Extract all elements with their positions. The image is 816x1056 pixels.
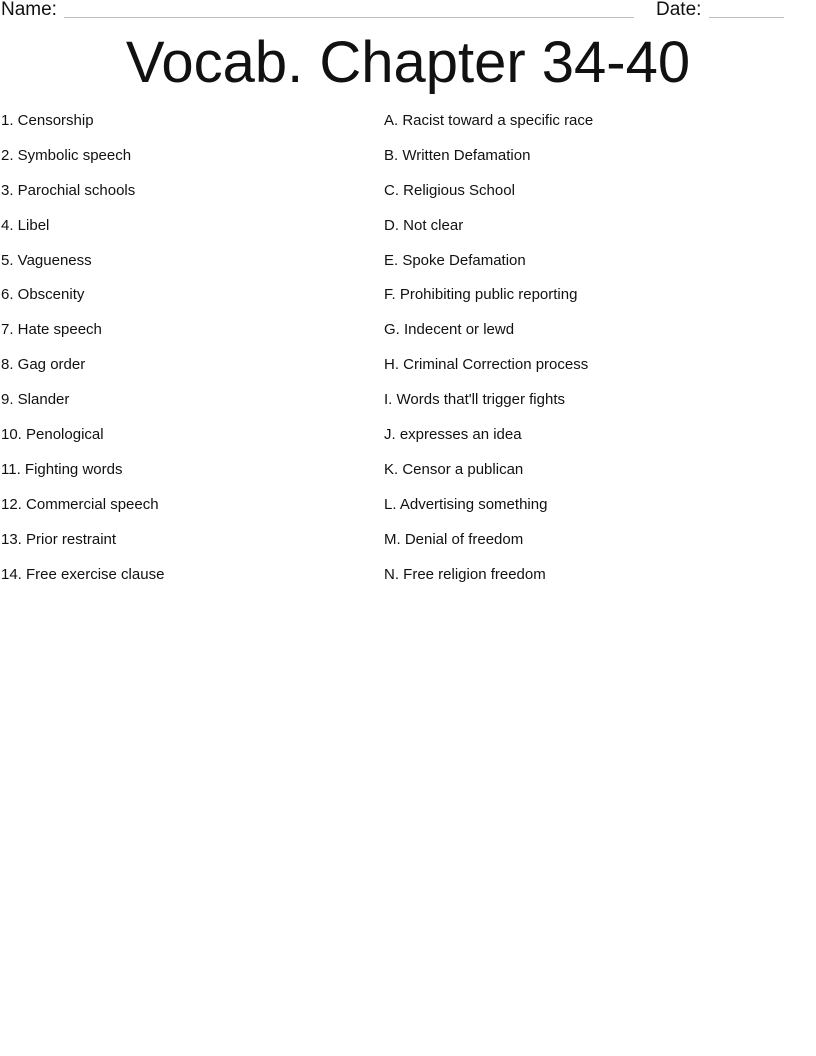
term-item: 5. Vagueness [1, 251, 92, 269]
definition-item: L. Advertising something [384, 495, 548, 513]
term-item: 9. Slander [1, 391, 70, 409]
name-label: Name: [1, 0, 57, 20]
term-item: 10. Penological [1, 426, 104, 444]
definition-item: A. Racist toward a specific race [384, 112, 594, 129]
definition-item: M. Denial of freedom [384, 530, 524, 548]
term-item: 8. Gag order [1, 356, 86, 374]
date-label: Date: [656, 0, 702, 20]
page-title: Vocab. Chapter 34-40 [125, 30, 691, 95]
term-item: 7. Hate speech [1, 321, 102, 339]
definitions-list [384, 111, 804, 599]
definition-item: H. Criminal Correction process [384, 356, 589, 374]
term-item: 2. Symbolic speech [1, 146, 132, 164]
definition-item: G. Indecent or lewd [384, 321, 515, 339]
definition-item: N. Free religion freedom [384, 565, 546, 583]
definition-item: E. Spoke Defamation [384, 251, 526, 269]
term-item: 3. Parochial schools [1, 181, 136, 199]
term-item: 14. Free exercise clause [1, 565, 165, 583]
worksheet-header [0, 0, 816, 22]
date-blank-line[interactable] [709, 17, 784, 18]
definition-item: J. expresses an idea [384, 426, 522, 444]
definition-item: K. Censor a publican [384, 460, 524, 478]
name-blank-line[interactable] [64, 17, 634, 18]
term-item: 13. Prior restraint [1, 530, 117, 548]
term-item: 12. Commercial speech [1, 495, 159, 513]
terms-list [1, 111, 361, 599]
term-item: 4. Libel [1, 216, 50, 234]
definition-item: F. Prohibiting public reporting [384, 286, 578, 304]
term-item: 1. Censorship [1, 112, 94, 129]
definition-item: C. Religious School [384, 181, 515, 199]
definition-item: I. Words that'll trigger fights [384, 391, 565, 409]
definition-item: B. Written Defamation [384, 146, 531, 164]
definition-item: D. Not clear [384, 216, 464, 234]
term-item: 11. Fighting words [1, 460, 123, 478]
term-item: 6. Obscenity [1, 286, 85, 304]
